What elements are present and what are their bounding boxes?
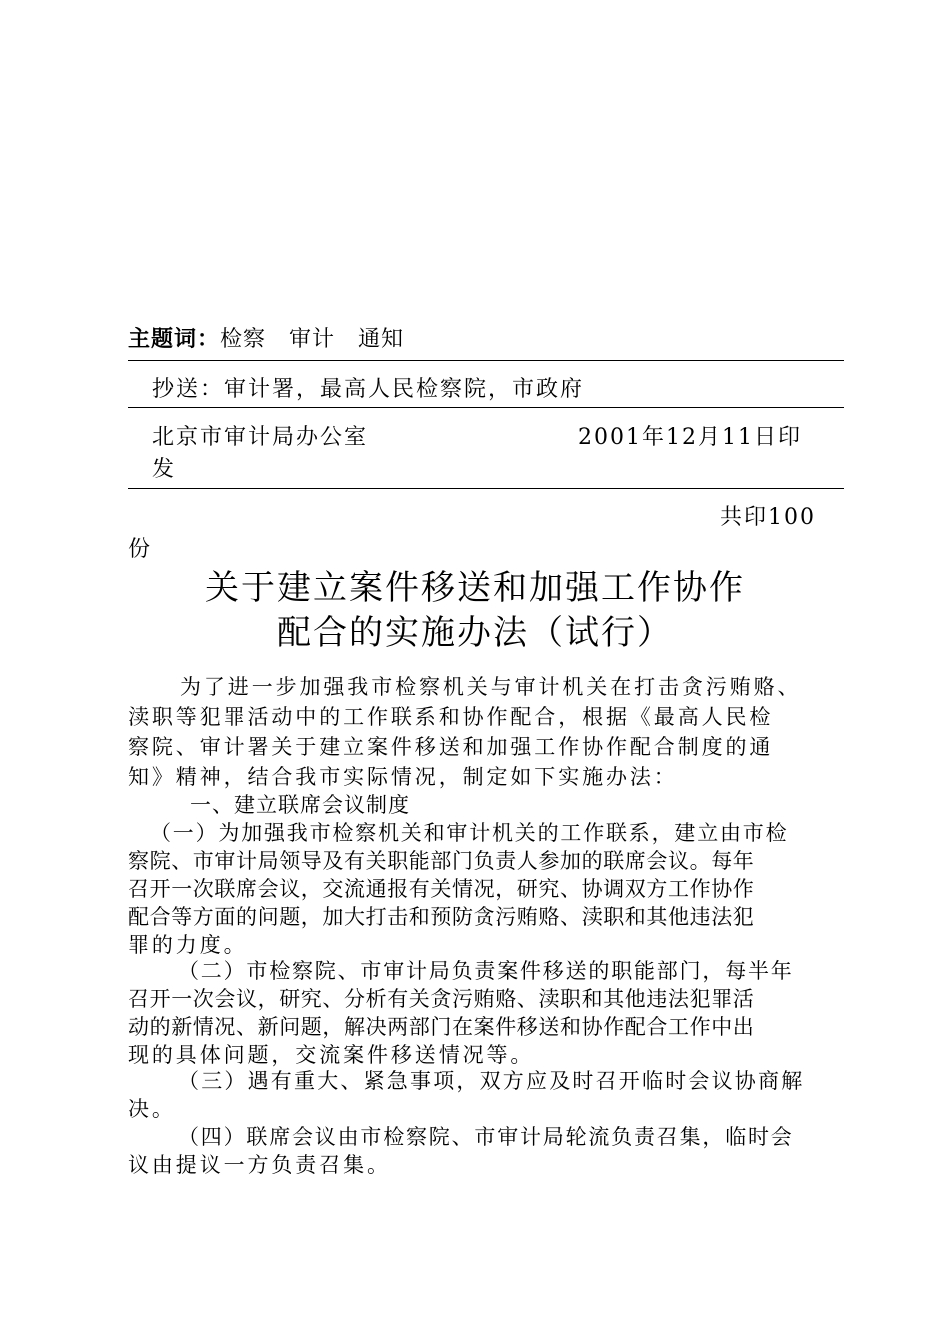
keywords-value: 检察 审计 通知 — [220, 327, 405, 352]
document-title-line1: 关于建立案件移送和加强工作协作 — [205, 568, 745, 608]
document-title-line2: 配合的实施办法（试行） — [277, 613, 673, 653]
body-line: 现的具体问题，交流案件移送情况等。 — [128, 1043, 535, 1067]
keywords-label: 主题词： — [128, 327, 221, 352]
body-line: 察院、审计署关于建立案件移送和加强工作协作配合制度的通 — [128, 735, 774, 759]
issue-suffix: 发 — [152, 457, 177, 482]
body-line: （四）联席会议由市检察院、市审计局轮流负责召集，临时会 — [178, 1125, 794, 1149]
cc-line: 抄送：审计署，最高人民检察院，市政府 — [152, 377, 585, 402]
issuer: 北京市审计局办公室 — [152, 425, 369, 450]
body-line: 议由提议一方负责召集。 — [128, 1153, 391, 1177]
divider-middle — [128, 407, 844, 408]
copies-suffix: 份 — [128, 537, 153, 562]
body-line: 配合等方面的问题，加大打击和预防贪污贿赂、渎职和其他违法犯 — [128, 905, 755, 929]
body-line: 决。 — [128, 1097, 176, 1121]
body-line: 知》精神，结合我市实际情况，制定如下实施办法： — [128, 765, 678, 789]
body-line: 召开一次联席会议，交流通报有关情况，研究、协调双方工作协作 — [128, 877, 755, 901]
body-line: （三）遇有重大、紧急事项，双方应及时召开临时会议协商解 — [178, 1069, 805, 1093]
body-line: 察院、市审计局领导及有关职能部门负责人参加的联席会议。每年 — [128, 849, 755, 873]
body-line: （二）市检察院、市审计局负责案件移送的职能部门，每半年 — [178, 959, 794, 983]
divider-bottom — [128, 488, 844, 489]
copies: 共印100 — [720, 505, 816, 530]
divider-top — [128, 360, 844, 361]
body-line: 罪的力度。 — [128, 933, 248, 957]
issue-date: 2001年12月11日印 — [578, 425, 802, 450]
body-line: 召开一次会议，研究、分析有关贪污贿赂、渎职和其他违法犯罪活 — [128, 987, 755, 1011]
body-line: 动的新情况、新问题，解决两部门在案件移送和协作配合工作中出 — [128, 1015, 755, 1039]
body-line: （一）为加强我市检察机关和审计机关的工作联系，建立由市检 — [150, 821, 789, 845]
section-heading: 一、建立联席会议制度 — [190, 793, 410, 817]
body-line: 渎职等犯罪活动中的工作联系和协作配合，根据《最高人民检 — [128, 705, 774, 729]
keywords-line — [128, 322, 404, 353]
body-line: 为了进一步加强我市检察机关与审计机关在打击贪污贿赂、 — [180, 675, 802, 699]
